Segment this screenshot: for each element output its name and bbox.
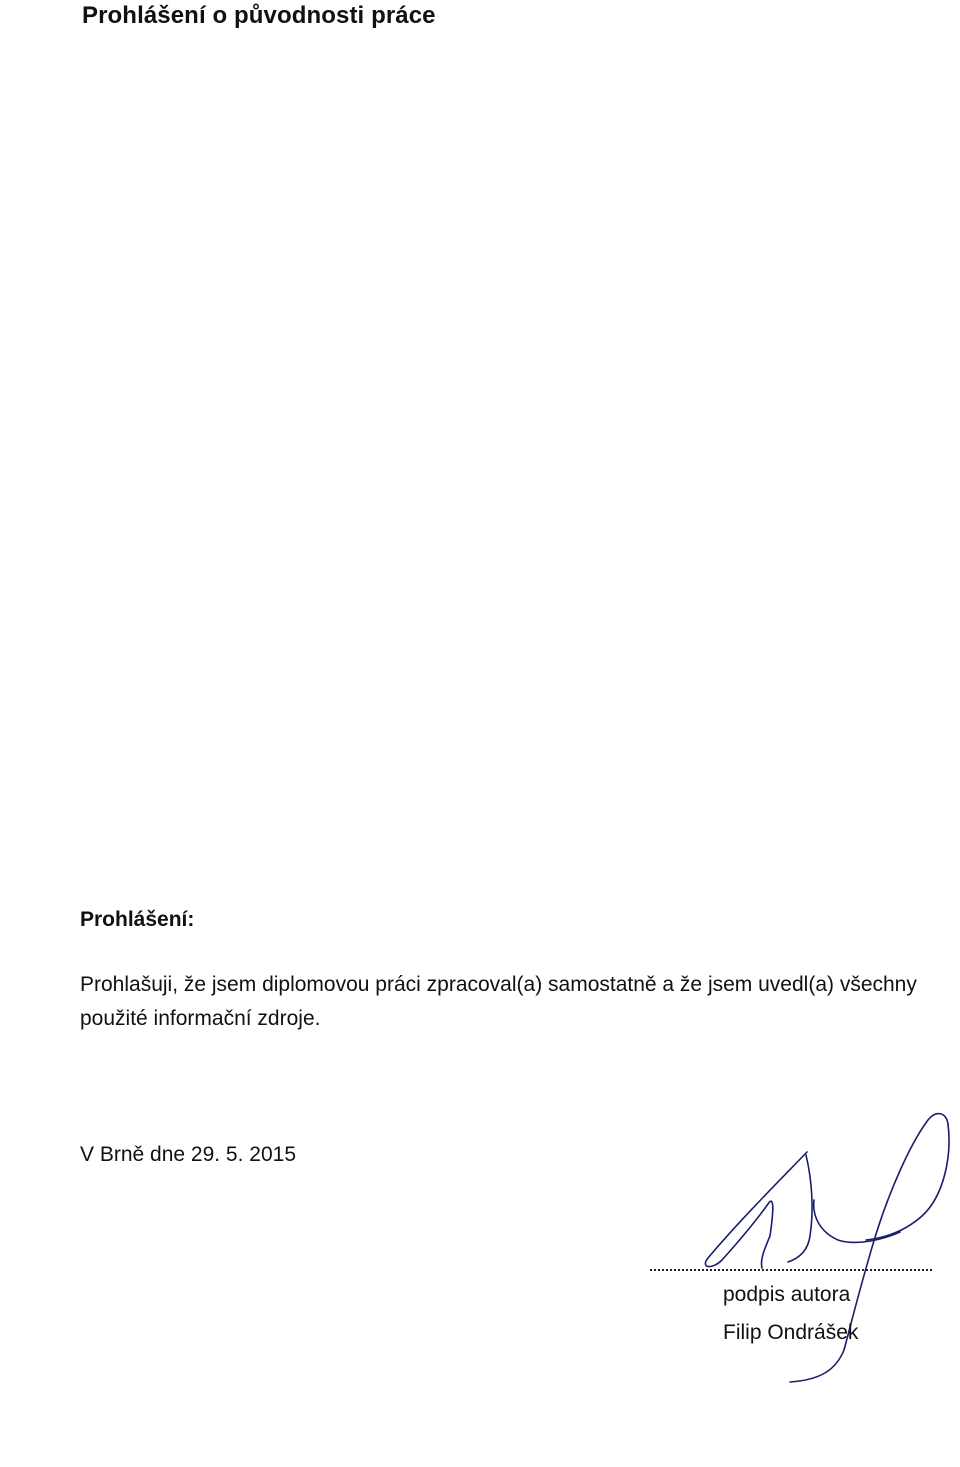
page-title: Prohlášení o původnosti práce [82,2,436,29]
author-name: Filip Ondrášek [723,1321,859,1344]
place-date: V Brně dne 29. 5. 2015 [80,1143,296,1166]
section-title: Prohlášení: [80,908,195,931]
signature-caption: podpis autora [723,1283,851,1306]
handwritten-signature [600,1100,960,1400]
signature-block [600,1100,960,1400]
declaration-text: Prohlašuji, že jsem diplomovou práci zpracoval(a) samostatně a že jsem uvedl(a) všechny použité informační zdroje. [80,973,917,1030]
